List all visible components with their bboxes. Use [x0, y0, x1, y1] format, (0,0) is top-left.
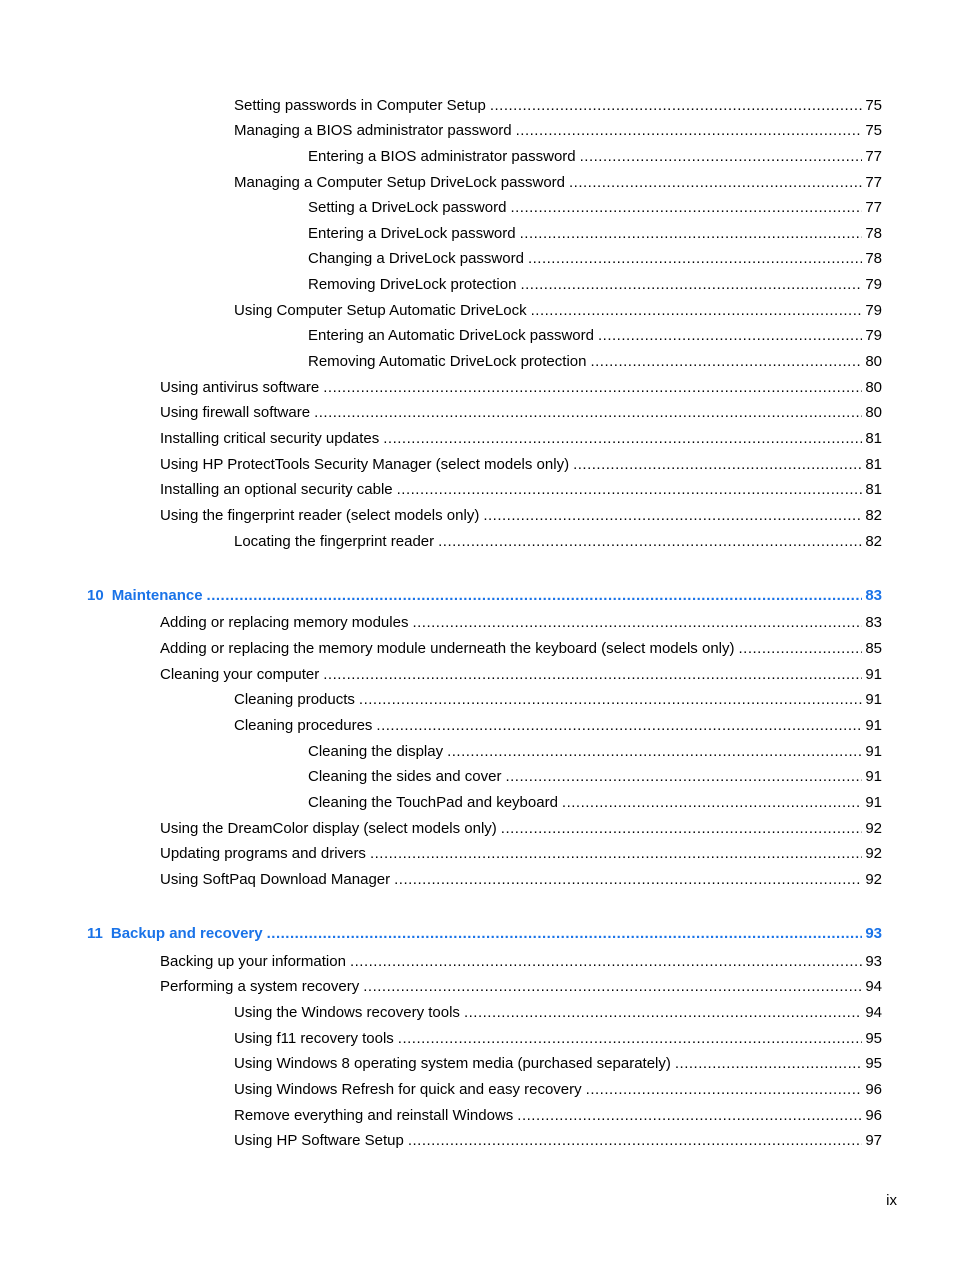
- toc-entry[interactable]: [234, 121, 882, 141]
- toc-entry-page: 79: [865, 327, 882, 344]
- toc-entry[interactable]: [308, 767, 882, 787]
- toc-entry-page: 91: [865, 666, 882, 683]
- toc-entry-page: 96: [865, 1107, 882, 1124]
- toc-entry[interactable]: [234, 716, 882, 736]
- toc-entry-page: 82: [865, 533, 882, 550]
- dot-leader: [580, 147, 863, 167]
- dot-leader: [438, 532, 862, 552]
- toc-entry-page: 79: [865, 276, 882, 293]
- toc-entry-page: 95: [865, 1055, 882, 1072]
- toc-entry-title: Using HP Software Setup: [234, 1132, 404, 1149]
- dot-leader: [464, 1003, 862, 1023]
- dot-leader: [510, 198, 862, 218]
- toc-entry-page: 80: [865, 353, 882, 370]
- toc-entry[interactable]: [160, 506, 882, 526]
- toc-entry-page: 80: [865, 404, 882, 421]
- toc-entry[interactable]: [308, 793, 882, 813]
- toc-entry-page: 80: [865, 379, 882, 396]
- toc-entry[interactable]: [160, 844, 882, 864]
- toc-entry[interactable]: [160, 977, 882, 997]
- toc-entry[interactable]: [160, 613, 882, 633]
- toc-entry-page: 96: [865, 1081, 882, 1098]
- toc-entry[interactable]: [160, 455, 882, 475]
- toc-entry-page: 85: [865, 640, 882, 657]
- toc-entry[interactable]: [308, 352, 882, 372]
- toc-entry-page: 78: [865, 250, 882, 267]
- toc-entry-title: Using Computer Setup Automatic DriveLock: [234, 302, 527, 319]
- dot-leader: [501, 819, 863, 839]
- toc-entry-title: Setting a DriveLock password: [308, 199, 507, 216]
- dot-leader: [314, 403, 862, 423]
- toc-entry-title: Performing a system recovery: [160, 978, 360, 995]
- dot-leader: [383, 429, 862, 449]
- toc-entry[interactable]: [308, 224, 882, 244]
- dot-leader: [528, 249, 862, 269]
- toc-entry-page: 97: [865, 1132, 882, 1149]
- toc-entry-page: 93: [865, 925, 882, 942]
- dot-leader: [569, 173, 862, 193]
- toc-entry-page: 81: [865, 456, 882, 473]
- toc-entry-title: Adding or replacing memory modules: [160, 614, 409, 631]
- toc-entry-title: Using Windows Refresh for quick and easy recovery: [234, 1081, 582, 1098]
- toc-entry-page: 91: [865, 717, 882, 734]
- toc-entry-title: Using the fingerprint reader (select models only): [160, 507, 480, 524]
- toc-entry-page: 91: [865, 794, 882, 811]
- toc-entry-title: Adding or replacing the memory module underneath the keyboard (select models only): [160, 640, 735, 657]
- dot-leader: [490, 96, 863, 116]
- toc-entry-page: 92: [865, 845, 882, 862]
- dot-leader: [350, 952, 862, 972]
- toc-entry-page: 95: [865, 1030, 882, 1047]
- toc-entry-page: 77: [865, 174, 882, 191]
- toc-entry-page: 81: [865, 481, 882, 498]
- toc-entry-title: Using HP ProtectTools Security Manager (select models only): [160, 456, 570, 473]
- toc-entry-title: Using the DreamColor display (select models only): [160, 820, 497, 837]
- toc-entry-title: Cleaning products: [234, 691, 355, 708]
- chapter-number: 10: [87, 587, 104, 604]
- toc-entry[interactable]: [308, 275, 882, 295]
- toc-entry-page: 83: [865, 587, 882, 604]
- toc-entry-title: Managing a Computer Setup DriveLock password: [234, 174, 566, 191]
- toc-entry-page: 94: [865, 1004, 882, 1021]
- toc-entry[interactable]: [160, 480, 882, 500]
- dot-leader: [394, 870, 862, 890]
- dot-leader: [573, 455, 862, 475]
- toc-entry[interactable]: [234, 301, 882, 321]
- toc-entry-title: Cleaning the display: [308, 743, 444, 760]
- chapter-number: 11: [87, 925, 103, 942]
- dot-leader: [267, 924, 863, 944]
- dot-leader: [675, 1054, 862, 1074]
- toc-entry[interactable]: [234, 1106, 882, 1126]
- toc-entry-page: 83: [865, 614, 882, 631]
- toc-entry-page: 92: [865, 871, 882, 888]
- toc-entry-title: [87, 924, 263, 944]
- dot-leader: [505, 767, 862, 787]
- toc-entry-title: Cleaning procedures: [234, 717, 373, 734]
- toc-entry-title: Cleaning your computer: [160, 666, 320, 683]
- page-number: ix: [886, 1192, 897, 1209]
- toc-entry-title: Installing critical security updates: [160, 430, 380, 447]
- toc-entry-title: Setting passwords in Computer Setup: [234, 97, 486, 114]
- dot-leader: [398, 1029, 863, 1049]
- toc-entry[interactable]: [234, 1080, 882, 1100]
- toc-entry-page: 91: [865, 768, 882, 785]
- dot-leader: [590, 352, 862, 372]
- toc-entry-page: 75: [865, 97, 882, 114]
- toc-entry[interactable]: [234, 532, 882, 552]
- toc-entry[interactable]: [160, 870, 882, 890]
- toc-entry-page: 91: [865, 691, 882, 708]
- toc-entry[interactable]: [160, 403, 882, 423]
- toc-entry[interactable]: [308, 249, 882, 269]
- dot-leader: [359, 690, 862, 710]
- toc-entry[interactable]: [160, 665, 882, 685]
- dot-leader: [370, 844, 862, 864]
- toc-entry-title: Cleaning the sides and cover: [308, 768, 502, 785]
- toc-entry[interactable]: [234, 1029, 882, 1049]
- dot-leader: [323, 665, 862, 685]
- toc-entry[interactable]: [234, 173, 882, 193]
- toc-entry-title: Entering an Automatic DriveLock password: [308, 327, 594, 344]
- dot-leader: [562, 793, 862, 813]
- toc-entry[interactable]: [308, 198, 882, 218]
- toc-entry-page: 82: [865, 507, 882, 524]
- dot-leader: [738, 639, 862, 659]
- toc-entry-title: Locating the fingerprint reader: [234, 533, 435, 550]
- toc-entry-title: Backing up your information: [160, 953, 346, 970]
- toc-entry-page: 77: [865, 148, 882, 165]
- toc-entry-title: [87, 586, 203, 606]
- toc-entry-title: Cleaning the TouchPad and keyboard: [308, 794, 558, 811]
- toc-chapter-entry[interactable]: [87, 924, 882, 944]
- dot-leader: [447, 742, 862, 762]
- toc-entry-title: Using Windows 8 operating system media (purchased separately): [234, 1055, 671, 1072]
- toc-entry[interactable]: [160, 819, 882, 839]
- toc-entry[interactable]: [234, 690, 882, 710]
- dot-leader: [531, 301, 863, 321]
- toc-entry[interactable]: [234, 96, 882, 116]
- toc-entry-page: 93: [865, 953, 882, 970]
- toc-entry[interactable]: [234, 1003, 882, 1023]
- dot-leader: [408, 1131, 863, 1151]
- dot-leader: [516, 121, 863, 141]
- toc-entry[interactable]: [234, 1054, 882, 1074]
- chapter-title: Backup and recovery: [110, 925, 263, 942]
- toc-entry-title: Using firewall software: [160, 404, 311, 421]
- dot-leader: [520, 275, 862, 295]
- toc-entry-title: Installing an optional security cable: [160, 481, 393, 498]
- toc-entry-title: Entering a BIOS administrator password: [308, 148, 576, 165]
- dot-leader: [323, 378, 862, 398]
- toc-entry-title: Updating programs and drivers: [160, 845, 366, 862]
- toc-entry-title: Using the Windows recovery tools: [234, 1004, 460, 1021]
- toc-entry[interactable]: [234, 1131, 882, 1151]
- toc-chapter-entry[interactable]: [87, 586, 882, 606]
- toc-entry-title: Managing a BIOS administrator password: [234, 122, 512, 139]
- toc-entry-title: Entering a DriveLock password: [308, 225, 516, 242]
- toc-entry[interactable]: [160, 378, 882, 398]
- dot-leader: [376, 716, 862, 736]
- toc-entry-page: 92: [865, 820, 882, 837]
- toc-entry[interactable]: [308, 742, 882, 762]
- toc-entry-page: 91: [865, 743, 882, 760]
- dot-leader: [586, 1080, 863, 1100]
- toc-entry-page: 79: [865, 302, 882, 319]
- toc-entry-title: Using f11 recovery tools: [234, 1030, 394, 1047]
- dot-leader: [363, 977, 862, 997]
- chapter-title: Maintenance: [111, 587, 203, 604]
- toc-entry-title: Changing a DriveLock password: [308, 250, 524, 267]
- toc-entry-page: 77: [865, 199, 882, 216]
- toc-entry-title: Removing DriveLock protection: [308, 276, 517, 293]
- dot-leader: [397, 480, 863, 500]
- toc-entry-title: Using antivirus software: [160, 379, 320, 396]
- toc-entry[interactable]: [160, 952, 882, 972]
- toc-entry-page: 94: [865, 978, 882, 995]
- dot-leader: [412, 613, 862, 633]
- toc-entry-title: Remove everything and reinstall Windows: [234, 1107, 514, 1124]
- toc-entry-page: 81: [865, 430, 882, 447]
- toc-entry-page: 75: [865, 122, 882, 139]
- toc-entry[interactable]: [160, 429, 882, 449]
- dot-leader: [598, 326, 862, 346]
- dot-leader: [483, 506, 862, 526]
- dot-leader: [517, 1106, 862, 1126]
- toc-entry[interactable]: [160, 639, 882, 659]
- toc-entry[interactable]: [308, 326, 882, 346]
- dot-leader: [520, 224, 863, 244]
- toc-entry-title: Removing Automatic DriveLock protection: [308, 353, 587, 370]
- toc-entry-page: 78: [865, 225, 882, 242]
- toc-entry[interactable]: [308, 147, 882, 167]
- dot-leader: [207, 586, 863, 606]
- toc-entry-title: Using SoftPaq Download Manager: [160, 871, 391, 888]
